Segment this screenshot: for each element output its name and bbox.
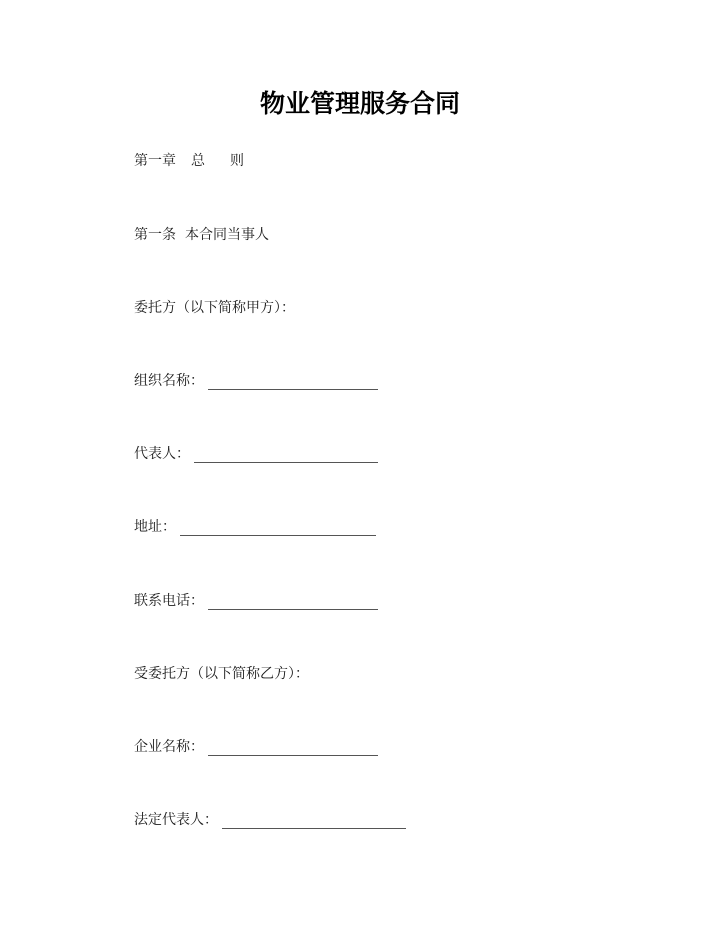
field-label: 企业名称： bbox=[134, 739, 204, 755]
field-label: 组织名称： bbox=[134, 373, 204, 389]
article-heading bbox=[134, 226, 269, 244]
legal-representative-blank[interactable] bbox=[222, 814, 406, 829]
document-title: 物业管理服务合同 bbox=[259, 89, 460, 118]
field-label: 法定代表人： bbox=[134, 812, 218, 828]
representative-blank[interactable] bbox=[194, 448, 378, 463]
party-a-heading: 委托方（以下简称甲方）： bbox=[134, 300, 295, 316]
party-b-legal-rep-field bbox=[134, 811, 406, 829]
party-a-address-field bbox=[134, 518, 376, 536]
phone-blank[interactable] bbox=[208, 595, 378, 610]
field-label: 地址： bbox=[134, 519, 176, 535]
chapter-heading bbox=[134, 152, 244, 170]
chapter-number: 第一章 bbox=[134, 153, 176, 169]
company-name-blank[interactable] bbox=[208, 741, 378, 756]
field-label: 联系电话： bbox=[134, 593, 204, 609]
party-b-company-field bbox=[134, 738, 378, 756]
chapter-name-part2: 则 bbox=[230, 153, 244, 169]
article-number: 第一条 bbox=[134, 227, 176, 243]
article-title: 本合同当事人 bbox=[185, 227, 269, 243]
party-a-representative-field bbox=[134, 445, 378, 463]
party-b-heading: 受委托方（以下简称乙方）： bbox=[134, 666, 309, 682]
party-a-phone-field bbox=[134, 592, 378, 610]
field-label: 代表人： bbox=[134, 446, 190, 462]
address-blank[interactable] bbox=[180, 521, 376, 536]
chapter-name-part1: 总 bbox=[191, 153, 205, 169]
party-a-organization-field bbox=[134, 372, 378, 390]
organization-name-blank[interactable] bbox=[208, 375, 378, 390]
